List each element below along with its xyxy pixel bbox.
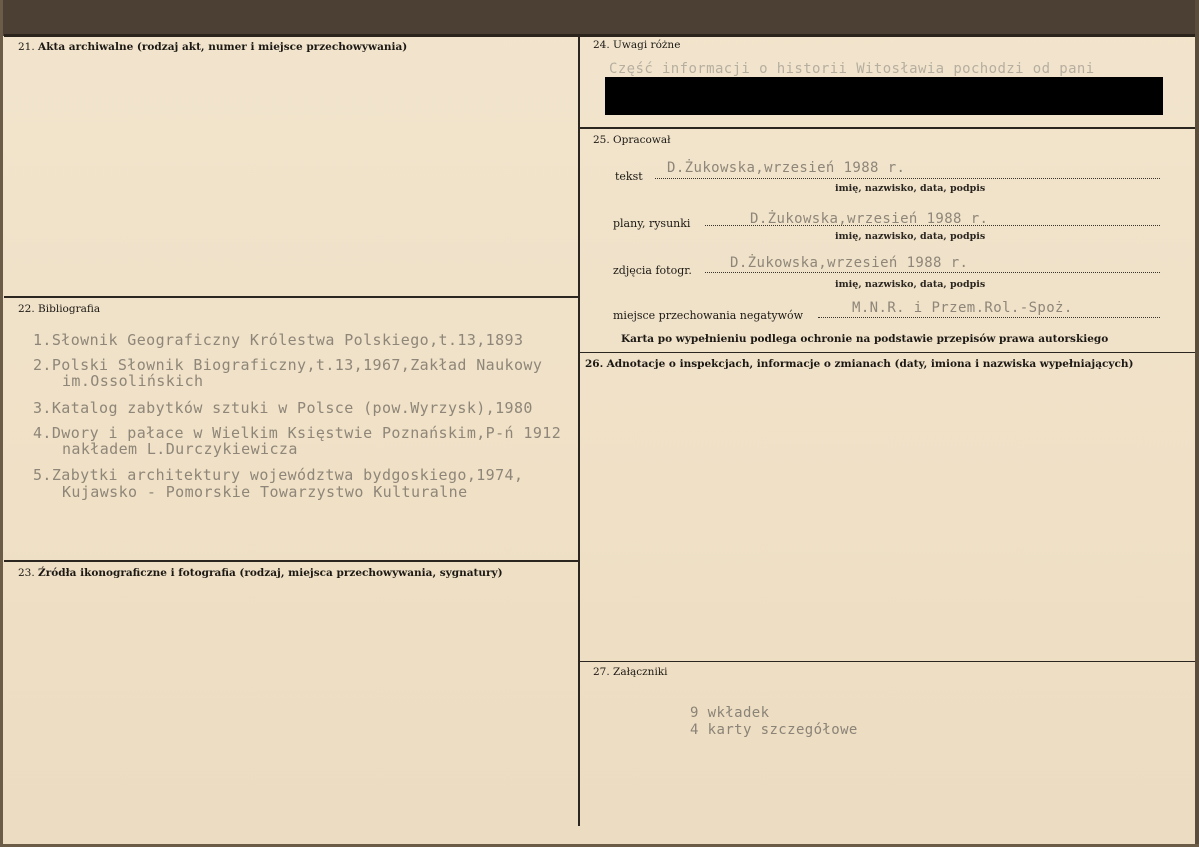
section-23-label: Źródła ikonograficzne i fotografia (rodzaj, miejsca przechowywania, sygnatury) bbox=[38, 567, 503, 579]
zdjecia-line bbox=[705, 272, 1160, 273]
bibliography-entry-4-cont: nakładem L.Durczykiewicza bbox=[62, 440, 298, 458]
section-27-number: 27. bbox=[593, 666, 610, 678]
section-21-number: 21. bbox=[18, 41, 35, 53]
tekst-value: D.Żukowska,wrzesień 1988 r. bbox=[667, 160, 906, 176]
zdjecia-hint: imię, nazwisko, data, podpis bbox=[835, 279, 986, 290]
section-22-title bbox=[18, 303, 100, 315]
section-26-label: Adnotacje o inspekcjach, informacje o zmianach (daty, imiona i nazwiska wypełniających) bbox=[606, 358, 1134, 370]
bibliography-entry-5-cont: Kujawsko - Pomorskie Towarzystwo Kulturalne bbox=[62, 483, 468, 501]
tekst-hint: imię, nazwisko, data, podpis bbox=[835, 183, 986, 194]
bibliography-entry-1: 1.Słownik Geograficzny Królestwa Polskiego,t.13,1893 bbox=[33, 331, 524, 349]
section-23-title bbox=[18, 567, 503, 579]
attachments-line-2: 4 karty szczegółowe bbox=[690, 722, 858, 738]
section-24-label: Uwagi różne bbox=[613, 39, 681, 51]
remarks-text: Część informacji o historii Witosławia pochodzi od pani bbox=[609, 61, 1095, 77]
card-right-edge bbox=[1195, 0, 1199, 847]
section-25-label: Opracował bbox=[613, 134, 671, 146]
bibliography-entry-2-cont: im.Ossolińskich bbox=[62, 372, 204, 390]
section-25-title bbox=[593, 134, 671, 146]
bibliography-entry-2: 2.Polski Słownik Biograficzny,t.13,1967,Zakład Naukowy bbox=[33, 356, 543, 374]
negatywy-value: M.N.R. i Przem.Rol.-Spoż. bbox=[852, 300, 1073, 316]
tekst-line bbox=[655, 178, 1160, 179]
divider-21-22 bbox=[4, 296, 580, 298]
redaction-bar bbox=[605, 77, 1163, 115]
negatywy-line bbox=[818, 317, 1160, 318]
attachments-line-1: 9 wkładek bbox=[690, 705, 770, 721]
section-23-number: 23. bbox=[18, 567, 35, 579]
plany-hint: imię, nazwisko, data, podpis bbox=[835, 231, 986, 242]
tekst-label: tekst bbox=[615, 170, 643, 183]
section-26-number: 26. bbox=[585, 358, 604, 370]
section-27-title bbox=[593, 666, 668, 678]
card-top-edge bbox=[0, 0, 1199, 36]
divider-24-25 bbox=[580, 127, 1195, 129]
section-21-title bbox=[18, 41, 407, 53]
section-27-label: Załączniki bbox=[613, 666, 668, 678]
section-26-title bbox=[585, 358, 1134, 370]
bibliography-entry-3: 3.Katalog zabytków sztuki w Polsce (pow.Wyrzysk),1980 bbox=[33, 399, 533, 417]
section-24-title bbox=[593, 39, 680, 51]
plany-label: plany, rysunki bbox=[613, 217, 691, 230]
section-22-number: 22. bbox=[18, 303, 35, 315]
zdjecia-value: D.Żukowska,wrzesień 1988 r. bbox=[730, 255, 969, 271]
divider-25-26 bbox=[580, 352, 1195, 353]
plany-value: D.Żukowska,wrzesień 1988 r. bbox=[750, 211, 989, 227]
negatywy-label: miejsce przechowania negatywów bbox=[613, 309, 804, 322]
divider-22-23 bbox=[4, 560, 580, 562]
section-24-number: 24. bbox=[593, 39, 610, 51]
section-25-number: 25. bbox=[593, 134, 610, 146]
card-top-border bbox=[4, 34, 1195, 37]
divider-26-27 bbox=[580, 661, 1195, 662]
column-divider bbox=[578, 36, 580, 826]
section-21-label: Akta archiwalne (rodzaj akt, numer i miejsce przechowywania) bbox=[38, 41, 408, 53]
card-left-edge bbox=[0, 0, 3, 847]
bibliography-entry-4: 4.Dwory i pałace w Wielkim Księstwie Poznańskim,P-ń 1912 bbox=[33, 424, 562, 442]
zdjecia-label: zdjęcia fotogr. bbox=[613, 264, 692, 277]
copyright-notice: Karta po wypełnieniu podlega ochronie na podstawie przepisów prawa autorskiego bbox=[621, 333, 1109, 345]
section-22-label: Bibliografia bbox=[38, 303, 101, 315]
bibliography-entry-5: 5.Zabytki architektury województwa bydgoskiego,1974, bbox=[33, 466, 524, 484]
